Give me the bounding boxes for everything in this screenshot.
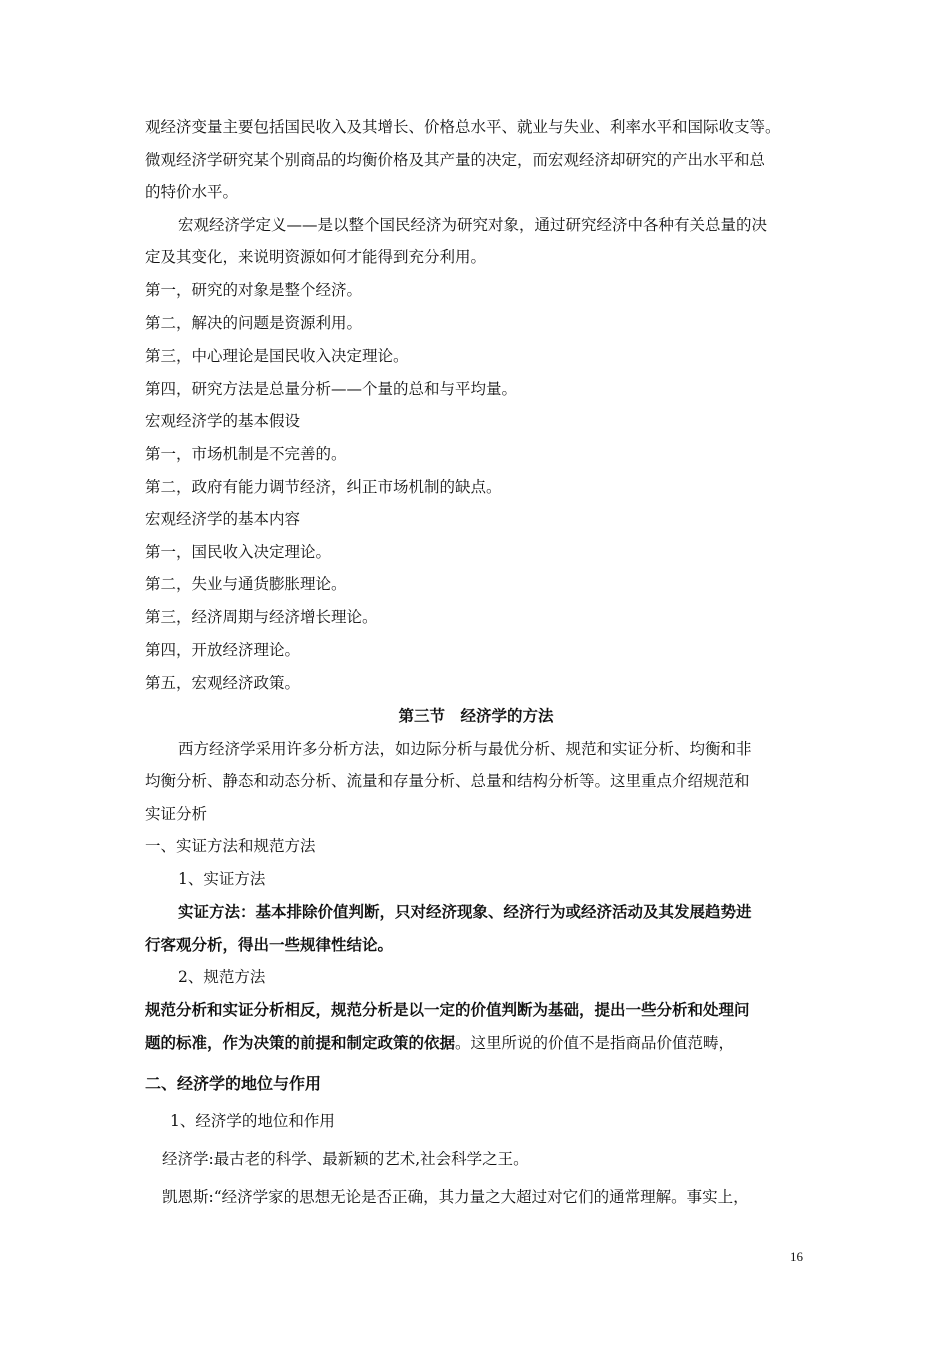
paragraph-line: 凯恩斯:“经济学家的思想无论是否正确，其力量之大超过对它们的通常理解。事实上， [162,1188,749,1206]
subheading: 1、经济学的地位和作用 [170,1112,335,1130]
page-number: 16 [790,1249,803,1264]
paragraph-line: 观经济变量主要包括国民收入及其增长、价格总水平、就业与失业、利率水平和国际收支等。 [145,118,781,136]
definition-line-mixed [145,1033,734,1053]
paragraph-line: 的特价水平。 [145,183,239,201]
definition-line: 规范分析和实证分析相反，规范分析是以一定的价值判断为基础，提出一些分析和处理问 [145,1000,750,1019]
subheading: 一、实证方法和规范方法 [145,837,316,855]
list-item: 第二，失业与通货膨胀理论。 [145,575,347,593]
list-item: 第四，研究方法是总量分析——个量的总和与平均量。 [145,380,518,398]
list-item: 第四，开放经济理论。 [145,641,301,659]
paragraph-line: 微观经济学研究某个别商品的均衡价格及其产量的决定，而宏观经济却研究的产出水平和总 [145,151,766,169]
list-item: 第一，国民收入决定理论。 [145,543,332,561]
paragraph-line: 定及其变化，来说明资源如何才能得到充分利用。 [145,248,487,266]
paragraph-line: 均衡分析、静态和动态分析、流量和存量分析、总量和结构分析等。这里重点介绍规范和 [145,772,750,790]
definition-normal-text: 。这里所说的价值不是指商品价值范畴， [455,1034,735,1052]
list-item: 第一，研究的对象是整个经济。 [145,281,363,299]
definition-bold-text: 题的标准，作为决策的前提和制定政策的依据 [145,1033,456,1052]
paragraph-line: 经济学:最古老的科学、最新颖的艺术,社会科学之王。 [162,1150,529,1168]
subheading: 1、实证方法 [178,870,266,888]
paragraph-line: 宏观经济学定义——是以整个国民经济为研究对象，通过研究经济中各种有关总量的决 [178,216,768,234]
list-item: 第三，经济周期与经济增长理论。 [145,608,378,626]
paragraph-line: 实证分析 [145,805,208,823]
subheading: 2、规范方法 [178,968,266,986]
list-item: 第二，解决的问题是资源利用。 [145,314,363,332]
section-heading: 第三节 经济学的方法 [398,706,554,725]
list-item: 第二，政府有能力调节经济，纠正市场机制的缺点。 [145,478,502,496]
list-item: 第一，市场机制是不完善的。 [145,445,347,463]
definition-line: 实证方法：基本排除价值判断，只对经济现象、经济行为或经济活动及其发展趋势进 [178,902,752,921]
section-heading: 二、经济学的地位与作用 [145,1074,322,1093]
definition-line: 行客观分析，得出一些规律性结论。 [145,935,394,954]
subheading: 宏观经济学的基本内容 [145,510,301,528]
paragraph-line: 西方经济学采用许多分析方法，如边际分析与最优分析、规范和实证分析、均衡和非 [178,740,752,758]
list-item: 第三，中心理论是国民收入决定理论。 [145,347,409,365]
subheading: 宏观经济学的基本假设 [145,412,301,430]
list-item: 第五，宏观经济政策。 [145,674,301,692]
